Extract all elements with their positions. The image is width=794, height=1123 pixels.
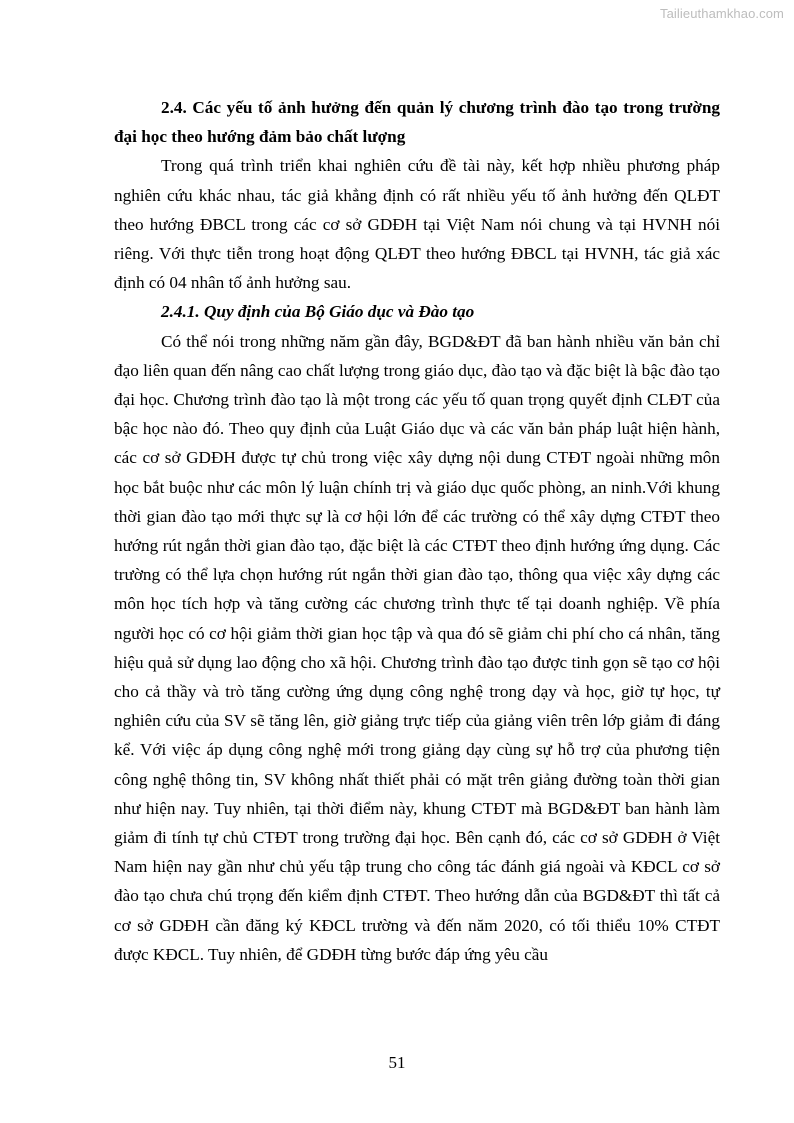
document-body (114, 93, 720, 969)
page-number: 51 (388, 1053, 406, 1072)
section-heading: 2.4. Các yếu tố ảnh hưởng đến quản lý chương trình đào tạo trong trường đại học theo hướng đảm bảo chất lượng (114, 98, 720, 147)
subsection-body-paragraph: Có thể nói trong những năm gần đây, BGD&ĐT đã ban hành nhiều văn bản chỉ đạo liên quan đến nâng cao chất lượng trong giáo dục, đào tạo và đặc biệt là bậc đào tạo đại học. Chương trình đào tạo là một trong các yếu tố quan trọng quyết định CLĐT của bậc học nào đó. Theo quy định của Luật Giáo dục và các văn bản pháp luật hiện hành, các cơ sở GDĐH được tự chủ trong việc xây dựng nội dung CTĐT ngoài những môn học bắt buộc như các môn lý luận chính trị và giáo dục quốc phòng, an ninh.Với khung thời gian đào tạo mới thực sự là cơ hội lớn để các trường có thể xây dựng CTĐT theo hướng rút ngắn thời gian đào tạo, đặc biệt là các CTĐT theo định hướng ứng dụng. Các trường có thể lựa chọn hướng rút ngắn thời gian đào tạo, thông qua việc xây dựng các môn học tích hợp và tăng cường các chương trình thực tế tại doanh nghiệp. Về phía người học có cơ hội giảm thời gian học tập và qua đó sẽ giảm chi phí cho cá nhân, tăng hiệu quả sử dụng lao động cho xã hội. Chương trình đào tạo được tinh gọn sẽ tạo cơ hội cho cả thầy và trò tăng cường ứng dụng công nghệ trong dạy và học, giờ tự học, tự nghiên cứu của SV sẽ tăng lên, giờ giảng trực tiếp của giảng viên trên lớp giảm đi đáng kể. Với việc áp dụng công nghệ mới trong giảng dạy cùng sự hỗ trợ của phương tiện công nghệ thông tin, SV không nhất thiết phải có mặt trên giảng đường toàn thời gian như hiện nay. Tuy nhiên, tại thời điểm này, khung CTĐT mà BGD&ĐT ban hành làm giảm đi tính tự chủ CTĐT trong trường đại học. Bên cạnh đó, các cơ sở GDĐH ở Việt Nam hiện nay gần như chủ yếu tập trung cho công tác đánh giá ngoài và KĐCL cơ sở đào tạo chưa chú trọng đến kiểm định CTĐT. Theo hướng dẫn của BGD&ĐT thì tất cả cơ sở GDĐH cần đăng ký KĐCL trường và đến năm 2020, có tối thiểu 10% CTĐT được KĐCL. Tuy nhiên, để GDĐH từng bước đáp ứng yêu cầu (114, 331, 720, 964)
section-intro-paragraph: Trong quá trình triển khai nghiên cứu đề tài này, kết hợp nhiều phương pháp nghiên cứu khác nhau, tác giả khẳng định có rất nhiều yếu tố ảnh hưởng đến QLĐT theo hướng ĐBCL trong các cơ sở GDĐH tại Việt Nam nói chung và tại HVNH nói riêng. Với thực tiễn trong hoạt động QLĐT theo hướng ĐBCL tại HVNH, tác giả xác định có 04 nhân tố ảnh hưởng sau. (114, 156, 720, 293)
subsection-heading: 2.4.1. Quy định của Bộ Giáo dục và Đào tạo (161, 302, 475, 322)
watermark: Tailieuthamkhao.com (659, 6, 784, 21)
